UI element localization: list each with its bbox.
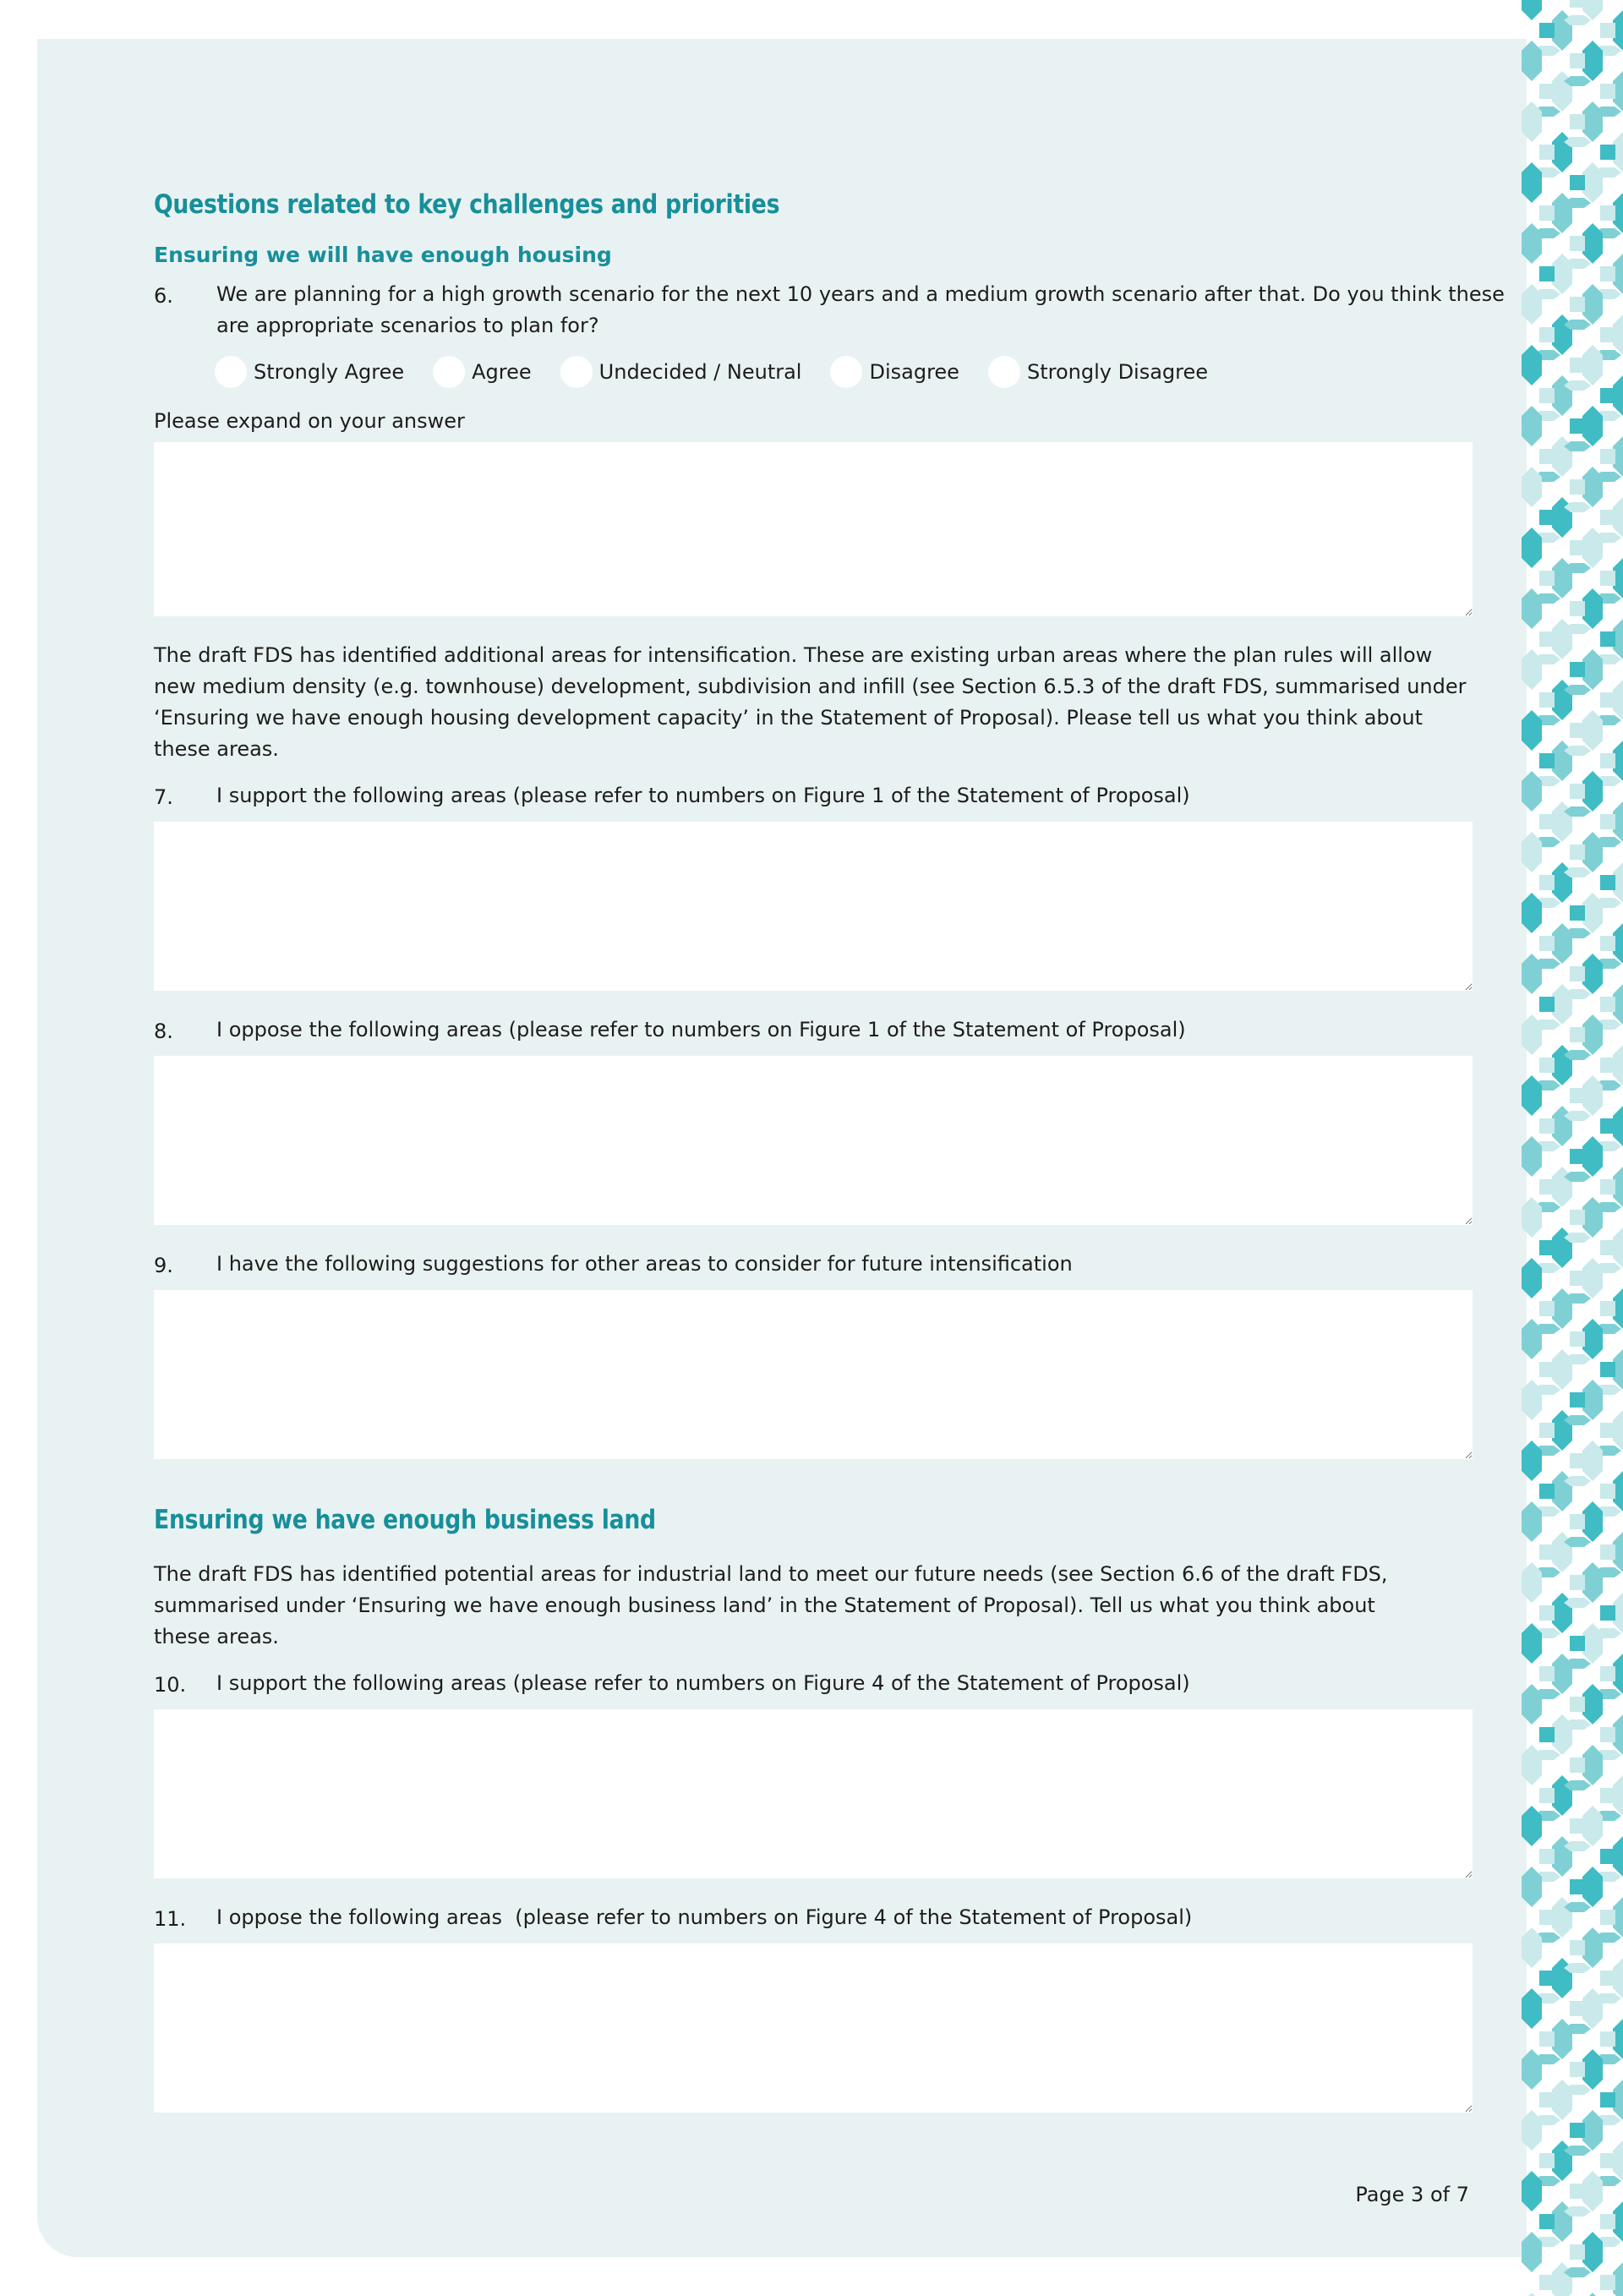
pattern-square — [1600, 2031, 1615, 2047]
pattern-hexagon — [1582, 1258, 1603, 1298]
radio-circle[interactable] — [988, 356, 1020, 388]
pattern-hexagon — [1552, 1897, 1572, 1938]
pattern-hexagon — [1582, 2049, 1603, 2090]
question-11-answer-field[interactable] — [154, 1943, 1473, 2113]
pattern-square — [1600, 23, 1615, 38]
pattern-square — [1570, 1940, 1585, 1955]
pattern-hexagon — [1522, 1075, 1542, 1116]
question-8-answer-field[interactable] — [154, 1056, 1473, 1225]
radio-circle[interactable] — [215, 356, 247, 388]
pattern-hexagon — [1522, 0, 1542, 20]
pattern-square — [1539, 2214, 1555, 2229]
pattern-square — [1600, 1544, 1615, 1560]
intensification-line-3: ‘Ensuring we have enough housing development capacity’ in the Statement of Proposal). Please tell us what you think about — [154, 706, 1423, 730]
pattern-square — [1539, 875, 1555, 890]
pattern-hexagon — [1552, 2140, 1572, 2181]
pattern-hexagon — [1522, 1197, 1542, 1238]
business-line-1: The draft FDS has identified potential areas for industrial land to meet our future needs (see Section 6.6 of the draft FDS, — [154, 1562, 1388, 1586]
pattern-square — [1570, 53, 1585, 68]
decorative-pattern-strip — [1515, 0, 1623, 2296]
pattern-hexagon — [1582, 1075, 1603, 1116]
pattern-hexagon — [1522, 1927, 1542, 1968]
pattern-square — [1600, 2275, 1615, 2290]
pattern-square — [1600, 1910, 1615, 1925]
pattern-square — [1570, 114, 1585, 129]
pattern-square — [1600, 1240, 1615, 1255]
pattern-square — [1539, 2031, 1555, 2047]
pattern-hexagon — [1552, 1106, 1572, 1146]
pattern-square — [1539, 510, 1555, 525]
pattern-square — [1539, 327, 1555, 342]
question-8-text: I oppose the following areas (please refer to numbers on Figure 1 of the Statement of Proposal) — [216, 1018, 1186, 1041]
option-strongly-disagree[interactable] — [988, 356, 1208, 388]
question-9-text: I have the following suggestions for other areas to consider for future intensification — [216, 1252, 1073, 1276]
pattern-square — [1600, 145, 1615, 160]
question-8-number: 8. — [154, 1020, 173, 1043]
option-strongly-agree[interactable] — [215, 356, 404, 388]
radio-circle[interactable] — [830, 356, 862, 388]
pattern-hexagon — [1552, 984, 1572, 1025]
pattern-square — [1600, 2214, 1615, 2229]
pattern-square — [1600, 1788, 1615, 1803]
question-10-text: I support the following areas (please refer to numbers on Figure 4 of the Statement of Proposal) — [216, 1671, 1190, 1695]
pattern-hexagon — [1582, 1684, 1603, 1725]
question-6-number: 6. — [154, 284, 173, 308]
pattern-square — [1570, 358, 1585, 373]
pattern-square — [1570, 236, 1585, 251]
pattern-square — [1539, 84, 1555, 99]
pattern-square — [1600, 2153, 1615, 2168]
pattern-hexagon — [1552, 1288, 1572, 1329]
question-6-answer-field[interactable] — [154, 442, 1473, 616]
pattern-hexagon — [1582, 1988, 1603, 2029]
pattern-square — [1539, 1118, 1555, 1134]
pattern-square — [1539, 814, 1555, 829]
pattern-hexagon — [1552, 1714, 1572, 1755]
pattern-hexagon — [1582, 1319, 1603, 1359]
pattern-square — [1570, 2123, 1585, 2138]
pattern-square — [1539, 692, 1555, 708]
pattern-square — [1539, 1788, 1555, 1803]
pattern-hexagon — [1552, 1349, 1572, 1390]
pattern-square — [1570, 1088, 1585, 1103]
question-11-number: 11. — [154, 1907, 187, 1931]
pattern-hexagon — [1552, 923, 1572, 964]
pattern-hexagon — [1522, 1014, 1542, 1055]
pattern-square — [1570, 1879, 1585, 1894]
business-line-2: summarised under ‘Ensuring we have enough business land’ in the Statement of Proposal). Tell us what you think about — [154, 1594, 1375, 1617]
pattern-square — [1600, 1362, 1615, 1377]
option-label: Strongly Disagree — [1026, 360, 1209, 384]
pattern-square — [1570, 0, 1585, 8]
pattern-square — [1600, 631, 1615, 647]
pattern-square — [1600, 205, 1615, 221]
pattern-square — [1600, 692, 1615, 708]
pattern-hexagon — [1582, 1136, 1603, 1177]
pattern-square — [1539, 145, 1555, 160]
pattern-hexagon — [1552, 1410, 1572, 1451]
pattern-square — [1539, 23, 1555, 38]
pattern-square — [1570, 1271, 1585, 1286]
expand-answer-label: Please expand on your answer — [154, 409, 465, 433]
pattern-square — [1600, 571, 1615, 586]
question-6-text-line-1: We are planning for a high growth scenario for the next 10 years and a medium growth scenario after that. Do you think these — [216, 282, 1505, 306]
pattern-hexagon — [1552, 2262, 1572, 2296]
pattern-square — [1570, 1636, 1585, 1651]
pattern-square — [1570, 297, 1585, 312]
page-number: Page 3 of 7 — [1355, 2183, 1469, 2206]
pattern-square — [1570, 1027, 1585, 1042]
pattern-square — [1570, 845, 1585, 860]
pattern-hexagon — [1522, 2232, 1542, 2272]
pattern-square — [1570, 175, 1585, 190]
pattern-square — [1600, 1849, 1615, 1864]
pattern-square — [1600, 2092, 1615, 2107]
pattern-square — [1570, 723, 1585, 738]
pattern-square — [1539, 2153, 1555, 2168]
pattern-square — [1539, 1484, 1555, 1499]
intensification-line-1: The draft FDS has identified additional areas for intensification. These are existing urban areas where the plan rules will allow — [154, 643, 1433, 667]
pattern-square — [1539, 388, 1555, 403]
question-7-number: 7. — [154, 785, 173, 809]
pattern-square — [1600, 1179, 1615, 1194]
pattern-hexagon — [1552, 2019, 1572, 2059]
pattern-hexagon — [1552, 1532, 1572, 1572]
pattern-square — [1570, 1149, 1585, 1164]
pattern-square — [1570, 601, 1585, 616]
question-11-text: I oppose the following areas (please refer to numbers on Figure 4 of the Statement of Proposal) — [216, 1905, 1193, 1929]
pattern-square — [1600, 997, 1615, 1012]
pattern-hexagon — [1582, 1927, 1603, 1968]
pattern-hexagon — [1522, 1501, 1542, 1542]
pattern-hexagon — [1552, 2080, 1572, 2120]
pattern-square — [1600, 875, 1615, 890]
pattern-square — [1570, 2184, 1585, 2199]
pattern-square — [1570, 1818, 1585, 1834]
pattern-square — [1570, 1514, 1585, 1529]
business-line-3: these areas. — [154, 1625, 279, 1648]
pattern-hexagon — [1552, 1775, 1572, 1816]
question-10-answer-field[interactable] — [154, 1709, 1473, 1878]
intensification-line-2: new medium density (e.g. townhouse) development, subdivision and infill (see Section 6.5.3 of the draft FDS, summarised under — [154, 675, 1467, 698]
pattern-square — [1539, 1605, 1555, 1621]
pattern-square — [1600, 1666, 1615, 1681]
pattern-square — [1600, 1727, 1615, 1742]
question-7-answer-field[interactable] — [154, 822, 1473, 991]
housing-subheading: Ensuring we will have enough housing — [154, 243, 612, 267]
pattern-square — [1600, 1605, 1615, 1621]
pattern-hexagon — [1582, 1623, 1603, 1664]
pattern-hexagon — [1552, 1045, 1572, 1085]
radio-circle[interactable] — [560, 356, 593, 388]
pattern-square — [1600, 449, 1615, 464]
pattern-hexagon — [1582, 2293, 1603, 2296]
pattern-hexagon — [1522, 2049, 1542, 2090]
pattern-square — [1570, 1331, 1585, 1347]
pattern-hexagon — [1582, 1745, 1603, 1785]
pattern-hexagon — [1522, 1319, 1542, 1359]
pattern-square — [1600, 388, 1615, 403]
pattern-square — [1570, 2001, 1585, 2016]
pattern-hexagon — [1522, 893, 1542, 933]
pattern-square — [1539, 205, 1555, 221]
pattern-hexagon — [1552, 1227, 1572, 1268]
pattern-hexagon — [1522, 1867, 1542, 1907]
pattern-hexagon — [1582, 893, 1603, 933]
pattern-hexagon — [1552, 1593, 1572, 1633]
pattern-square — [1600, 266, 1615, 282]
pattern-hexagon — [1522, 1745, 1542, 1785]
pattern-hexagon — [1522, 2110, 1542, 2151]
pattern-square — [1539, 1423, 1555, 1438]
pattern-square — [1539, 936, 1555, 951]
question-9-number: 9. — [154, 1254, 173, 1277]
pattern-square — [1539, 1301, 1555, 1316]
pattern-hexagon — [1582, 2110, 1603, 2151]
pattern-square — [1539, 449, 1555, 464]
pattern-square — [1539, 1179, 1555, 1194]
pattern-square — [1600, 1058, 1615, 1073]
option-undecided-neutral[interactable] — [560, 356, 802, 388]
pattern-square — [1539, 997, 1555, 1012]
pattern-square — [1539, 1727, 1555, 1742]
pattern-square — [1570, 1210, 1585, 1225]
pattern-hexagon — [1522, 1258, 1542, 1298]
pattern-hexagon — [1582, 1380, 1603, 1420]
pattern-square — [1600, 1301, 1615, 1316]
question-6-text-line-2: are appropriate scenarios to plan for? — [216, 314, 599, 337]
pattern-square — [1600, 753, 1615, 768]
pattern-square — [1539, 1362, 1555, 1377]
radio-circle[interactable] — [433, 356, 465, 388]
pattern-square — [1570, 418, 1585, 434]
pattern-hexagon — [1582, 2171, 1603, 2211]
pattern-square — [1539, 2275, 1555, 2290]
pattern-square — [1570, 540, 1585, 555]
pattern-hexagon — [1522, 1684, 1542, 1725]
pattern-hexagon — [1522, 1136, 1542, 1177]
pattern-hexagon — [1522, 2293, 1542, 2296]
question-7-text: I support the following areas (please refer to numbers on Figure 1 of the Statement of Proposal) — [216, 784, 1190, 807]
pattern-square — [1600, 1423, 1615, 1438]
option-label: Strongly Agree — [254, 360, 405, 384]
pattern-square — [1539, 266, 1555, 282]
pattern-square — [1570, 1758, 1585, 1773]
pattern-hexagon — [1582, 2232, 1603, 2272]
pattern-hexagon — [1582, 1014, 1603, 1055]
pattern-hexagon — [1582, 1806, 1603, 1846]
pattern-square — [1539, 571, 1555, 586]
pattern-square — [1570, 1575, 1585, 1590]
pattern-hexagon — [1582, 1197, 1603, 1238]
pattern-square — [1539, 1544, 1555, 1560]
pattern-hexagon — [1582, 1867, 1603, 1907]
pattern-square — [1570, 1697, 1585, 1712]
pattern-square — [1570, 966, 1585, 981]
pattern-square — [1600, 936, 1615, 951]
option-label: Undecided / Neutral — [598, 360, 802, 384]
pattern-hexagon — [1552, 1167, 1572, 1207]
pattern-square — [1600, 814, 1615, 829]
pattern-square — [1539, 2092, 1555, 2107]
pattern-hexagon — [1582, 954, 1603, 994]
pattern-square — [1539, 1240, 1555, 1255]
pattern-square — [1600, 84, 1615, 99]
intensification-intro — [154, 640, 1473, 765]
pattern-square — [1570, 1392, 1585, 1408]
business-land-heading: Ensuring we have enough business land — [154, 1505, 656, 1535]
pattern-square — [1600, 327, 1615, 342]
pattern-square — [1539, 1971, 1555, 1986]
pattern-square — [1570, 2244, 1585, 2260]
question-6-options — [215, 355, 1237, 389]
pattern-hexagon — [1522, 1562, 1542, 1603]
pattern-square — [1600, 1971, 1615, 1986]
pattern-square — [1570, 1453, 1585, 1468]
option-disagree[interactable] — [830, 356, 959, 388]
pattern-hexagon — [1522, 1623, 1542, 1664]
pattern-hexagon — [1552, 1654, 1572, 1694]
pattern-hexagon — [1522, 1440, 1542, 1481]
option-label: Agree — [472, 360, 532, 384]
option-agree[interactable] — [433, 356, 532, 388]
pattern-square — [1570, 662, 1585, 677]
pattern-hexagon — [1522, 1806, 1542, 1846]
pattern-hexagon — [1552, 1836, 1572, 1877]
pattern-hexagon — [1582, 1501, 1603, 1542]
pattern-square — [1600, 510, 1615, 525]
pattern-square — [1539, 1849, 1555, 1864]
pattern-hexagon — [1552, 1958, 1572, 1998]
pattern-square — [1539, 1910, 1555, 1925]
pattern-hexagon — [1552, 862, 1572, 903]
pattern-hexagon — [1582, 1440, 1603, 1481]
pattern-square — [1539, 1058, 1555, 1073]
pattern-hexagon — [1552, 1471, 1572, 1512]
section-title: Questions related to key challenges and priorities — [154, 189, 780, 220]
pattern-hexagon — [1522, 1380, 1542, 1420]
pattern-square — [1570, 905, 1585, 921]
business-land-intro — [154, 1559, 1473, 1653]
pattern-square — [1570, 479, 1585, 495]
question-10-number: 10. — [154, 1673, 187, 1697]
pattern-square — [1539, 631, 1555, 647]
intensification-line-4: these areas. — [154, 737, 279, 761]
pattern-hexagon — [1552, 2201, 1572, 2242]
option-label: Disagree — [869, 360, 959, 384]
pattern-square — [1539, 753, 1555, 768]
pattern-hexagon — [1522, 2171, 1542, 2211]
pattern-square — [1570, 784, 1585, 799]
pattern-square — [1539, 1666, 1555, 1681]
pattern-square — [1600, 1484, 1615, 1499]
question-9-answer-field[interactable] — [154, 1290, 1473, 1459]
pattern-square — [1570, 2062, 1585, 2077]
pattern-hexagon — [1522, 954, 1542, 994]
pattern-hexagon — [1582, 1562, 1603, 1603]
pattern-square — [1600, 1118, 1615, 1134]
pattern-hexagon — [1522, 1988, 1542, 2029]
